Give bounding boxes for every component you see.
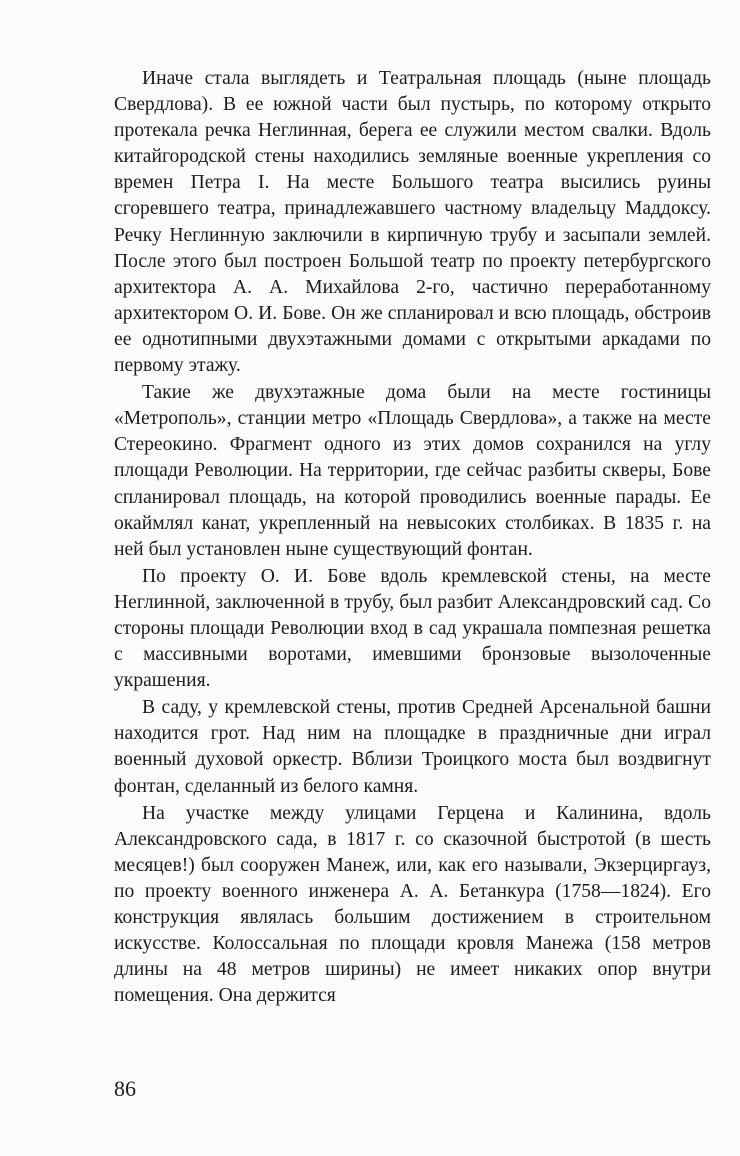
paragraph-teatralnaya-square: Иначе стала выглядеть и Театральная площадь (ныне площадь Свердлова). В ее южной части был пустырь, по которому открыто протекала речка Неглинная, берега ее служили местом свалки. Вдоль китайгородской стены находились земляные военные укрепления со времен Петра I. На месте Большого театра высились руины сгоревшего театра, принадлежавшего частному владельцу Маддоксу. Речку Неглинную заключили в кирпичную трубу и засыпали землей. После этого был построен Большой театр по проекту петербургского архитектора А. А. Михайлова 2-го, частично переработанному архитектором О. И. Бове. Он же спланировал и всю площадь, обстроив ее однотипными двухэтажными домами с открытыми аркадами по первому этажу. <box>114 68 711 377</box>
paragraph-two-storey-houses: Такие же двухэтажные дома были на месте гостиницы «Метрополь», станции метро «Площадь Свердлова», а также на месте Стереокино. Фрагмент одного из этих домов сохранился на углу площади Революции. На территории, где сейчас разбиты скверы, Бове спланировал площадь, на которой проводились военные парады. Ее окаймлял канат, укрепленный на невысоких столбиках. В 1835 г. на ней был установлен ныне существующий фонтан. <box>114 382 711 560</box>
paragraph-manege: На участке между улицами Герцена и Калинина, вдоль Александровского сада, в 1817 г. со сказочной быстротой (в шесть месяцев!) был сооружен Манеж, или, как его называли, Экзерциргауз, по проекту военного инженера А. А. Бетанкура (1758—1824). Его конструкция являлась большим достижением в строительном искусстве. Колоссальная по площади кровля Манежа (158 метров длины на 48 метров ширины) не имеет никаких опор внутри помещения. Она держится <box>114 802 711 1007</box>
page-number: 86 <box>114 1076 136 1101</box>
paragraph-alexander-garden: По проекту О. И. Бове вдоль кремлевской стены, на месте Неглинной, заключенной в трубу, был разбит Александровский сад. Со стороны площади Революции вход в сад украшала помпезная решетка с массивными воротами, имевшими бронзовые вызолоченные украшения. <box>114 565 711 692</box>
paragraph-grotto: В саду, у кремлевской стены, против Средней Арсенальной башни находится грот. Над ним на площадке в праздничные дни играл военный духовой оркестр. Вблизи Троицкого моста был воздвигнут фонтан, сделанный из белого камня. <box>114 697 711 797</box>
body-text <box>114 66 711 1009</box>
